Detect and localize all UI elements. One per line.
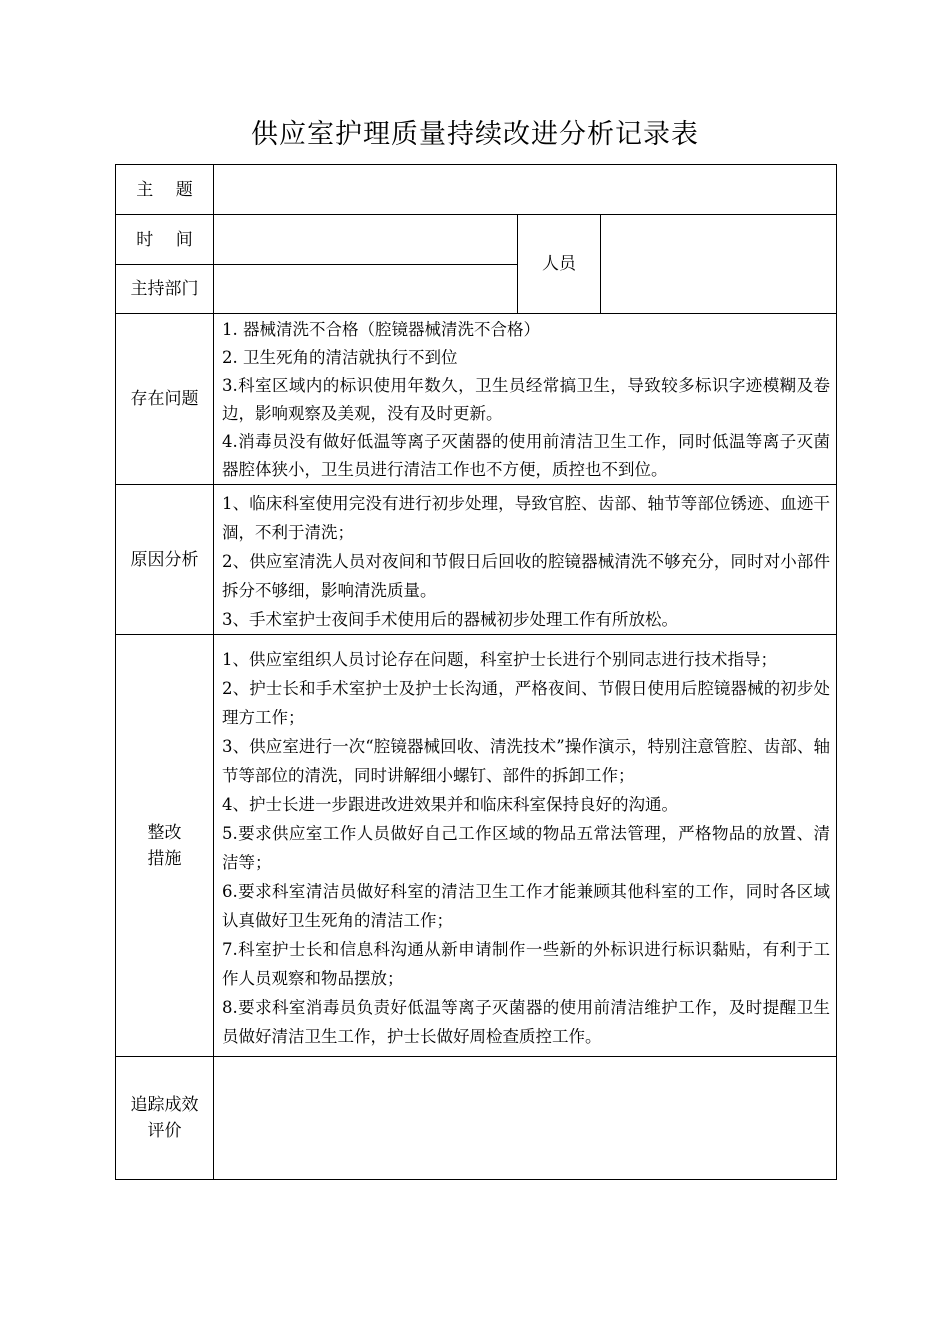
host-dept-field[interactable] [214,265,518,314]
issues-cell [214,314,837,485]
measure-item: 5.要求供应室工作人员做好自己工作区域的物品五常法管理，严格物品的放置、清洁等； [222,823,830,872]
issue-item: 3.科室区域内的标识使用年数久，卫生员经常搞卫生，导致较多标识字迹模糊及卷边，影响观察及美观，没有及时更新。 [222,376,830,423]
issue-item: 2. 卫生死角的清洁就执行不到位 [222,348,458,367]
issues-label: 存在问题 [116,314,214,485]
measures-row [116,635,837,1057]
tracking-label-line2: 评价 [147,1121,182,1141]
record-table [115,164,837,1180]
measure-item: 3、供应室进行一次“腔镜器械回收、清洗技术”操作演示，特别注意管腔、齿部、轴节等部位的清洗，同时讲解细小螺钉、部件的拆卸工作； [222,736,830,785]
issue-item: 1. 器械清洗不合格（腔镜器械清洗不合格） [222,320,540,339]
tracking-row [116,1057,837,1180]
measure-item: 7.科室护士长和信息科沟通从新申请制作一些新的外标识进行标识黏贴，有利于工作人员观察和物品摆放； [222,939,830,988]
host-dept-label: 主持部门 [116,265,214,314]
tracking-label-line1: 追踪成效 [130,1095,199,1115]
measure-item: 2、护士长和手术室护士及护士长沟通，严格夜间、节假日使用后腔镜器械的初步处理方工作； [222,678,830,727]
measure-item: 1、供应室组织人员讨论存在问题，科室护士长进行个别同志进行技术指导； [222,649,777,669]
tracking-field[interactable] [214,1057,837,1180]
measures-list [222,641,830,1051]
cause-item: 1、临床科室使用完没有进行初步处理，导致官腔、齿部、轴节等部位锈迹、血迹干涸，不利于清洗； [222,494,830,542]
measures-label-line2: 措施 [147,848,182,869]
personnel-label: 人员 [518,215,601,314]
measure-item: 6.要求科室清洁员做好科室的清洁卫生工作才能兼顾其他科室的工作，同时各区域认真做好卫生死角的清洁工作； [222,881,830,930]
causes-label: 原因分析 [116,485,214,635]
issues-list [222,314,830,484]
measure-item: 4、护士长进一步跟进改进效果并和临床科室保持良好的沟通。 [222,794,678,814]
time-row [116,215,837,265]
cause-item: 2、供应室清洗人员对夜间和节假日后回收的腔镜器械清洗不够充分，同时对小部件拆分不够细，影响清洗质量。 [222,552,830,600]
time-field[interactable] [214,215,518,265]
measures-label-line1: 整改 [147,822,182,843]
issues-row [116,314,837,485]
topic-label: 主 题 [116,165,214,215]
issue-item: 4.消毒员没有做好低温等离子灭菌器的使用前清洁卫生工作，同时低温等离子灭菌器腔体狭小，卫生员进行清洁工作也不方便，质控也不到位。 [222,432,830,479]
time-label: 时 间 [116,215,214,265]
cause-item: 3、手术室护士夜间手术使用后的器械初步处理工作有所放松。 [222,610,678,629]
topic-field[interactable] [214,165,837,215]
page-title: 供应室护理质量持续改进分析记录表 [251,119,699,150]
causes-row [116,485,837,635]
causes-cell [214,485,837,635]
measure-item: 8.要求科室消毒员负责好低温等离子灭菌器的使用前清洁维护工作，及时提醒卫生员做好清洁卫生工作，护士长做好周检查质控工作。 [222,997,830,1046]
tracking-label [116,1057,214,1180]
measures-cell [214,635,837,1057]
measures-label [116,635,214,1057]
personnel-field[interactable] [601,215,837,314]
topic-row [116,165,837,215]
causes-list [222,485,830,634]
